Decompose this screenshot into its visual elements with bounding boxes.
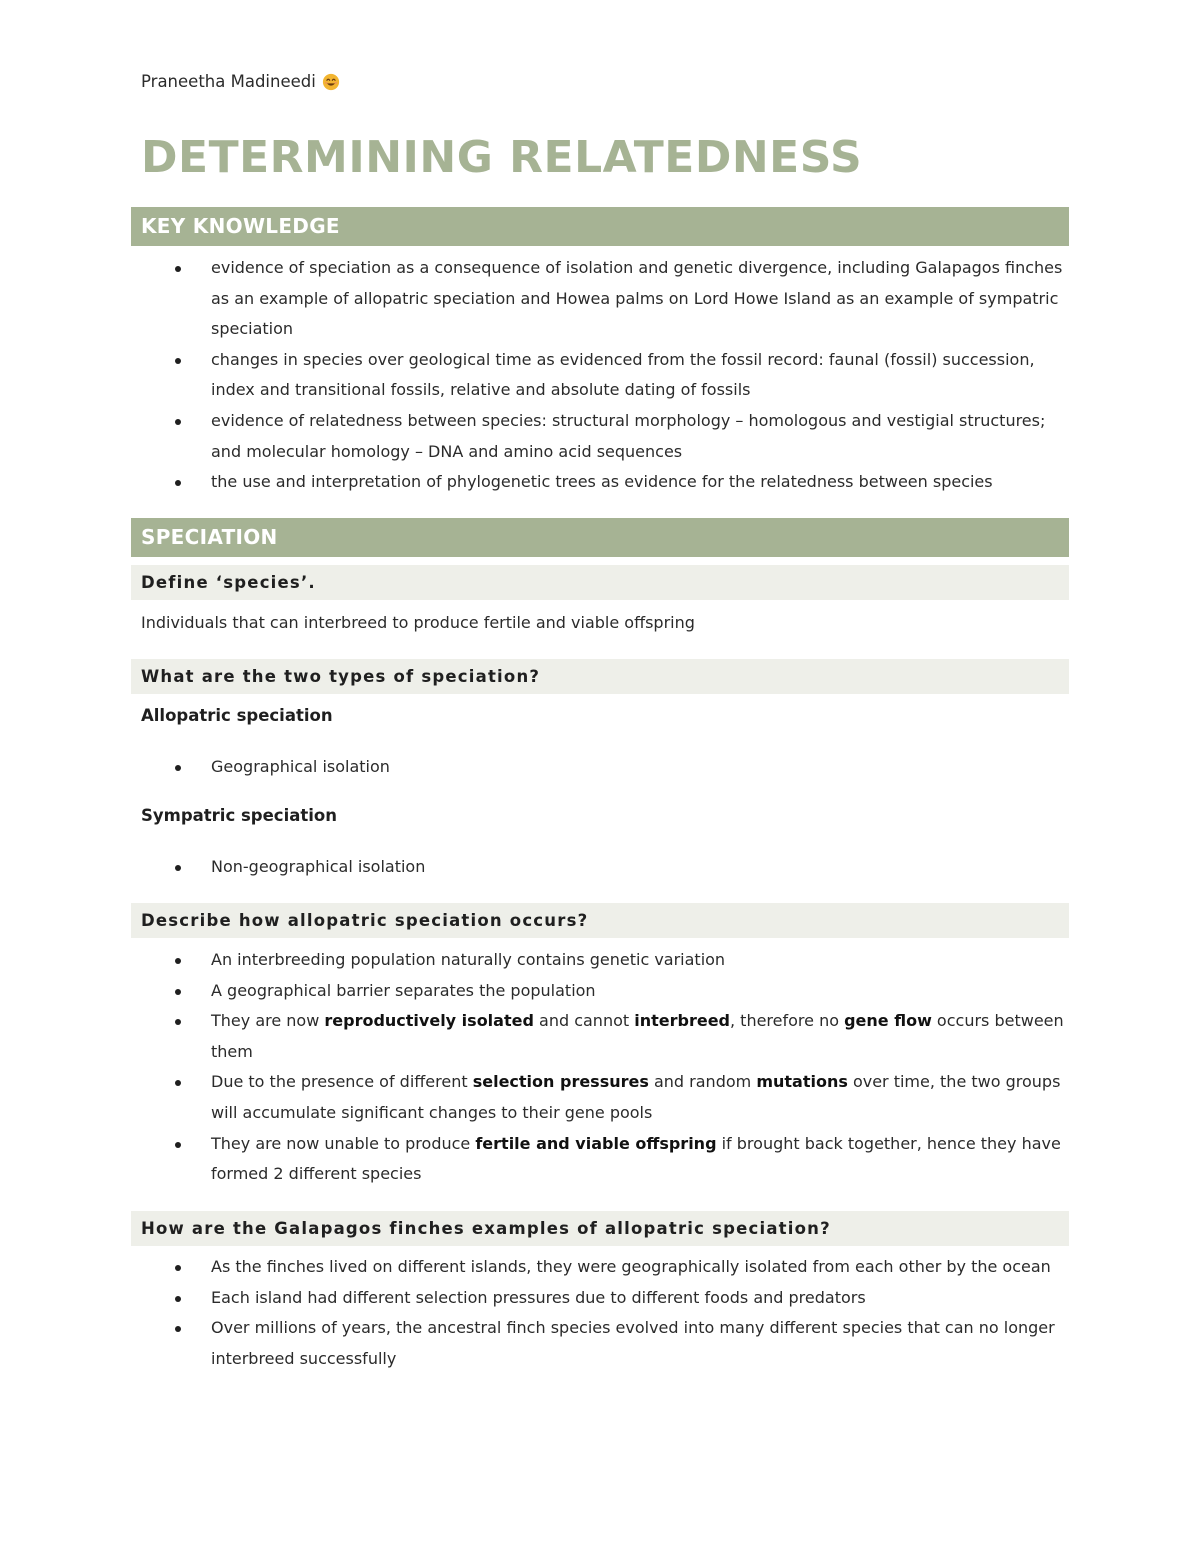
text-segment: if brought back together, hence they have formed 2 different species <box>211 1133 1061 1184</box>
bullet-icon <box>175 1019 181 1025</box>
list-item: evidence of speciation as a consequence of isolation and genetic divergence, including Galapagos finches as an example of allopatric speciation and Howea palms on Lord Howe Island as an example of sympatric speciation <box>141 253 1066 345</box>
list-item: the use and interpretation of phylogenetic trees as evidence for the relatedness between species <box>141 467 1066 498</box>
text-segment: They are now <box>211 1011 325 1031</box>
list-item <box>141 1129 1066 1190</box>
list-item: Each island had different selection pressures due to different foods and predators <box>141 1283 1066 1314</box>
bullet-icon <box>175 958 181 964</box>
text-segment: , therefore no <box>730 1011 845 1031</box>
list-item <box>141 1067 1066 1128</box>
bold-term: fertile and viable offspring <box>475 1133 717 1153</box>
bullet-icon <box>175 865 181 871</box>
question-define-species: Define ‘species’. <box>131 565 1069 600</box>
bullet-icon <box>175 419 181 425</box>
bullet-icon <box>175 1326 181 1332</box>
bold-term: gene flow <box>844 1011 932 1031</box>
speciation-heading: SPECIATION <box>131 518 1069 557</box>
smiling-face-icon <box>322 73 340 91</box>
question-galapagos-finches: How are the Galapagos finches examples of allopatric speciation? <box>131 1211 1069 1246</box>
bullet-icon <box>175 266 181 272</box>
list-item <box>141 1006 1066 1067</box>
text-segment: They are now unable to produce <box>211 1133 476 1153</box>
key-knowledge-heading: KEY KNOWLEDGE <box>131 207 1069 246</box>
list-item: changes in species over geological time as evidenced from the fossil record: faunal (fossil) succession, index and transitional fossils, relative and absolute dating of fossils <box>141 345 1066 406</box>
bold-term: mutations <box>756 1072 848 1092</box>
bullet-icon <box>175 480 181 486</box>
list-item <box>141 945 1066 976</box>
author-line <box>141 72 340 91</box>
key-knowledge-list <box>141 253 1066 498</box>
list-item: As the finches lived on different islands, they were geographically isolated from each other by the ocean <box>141 1252 1066 1283</box>
allopatric-list <box>141 752 1066 783</box>
bullet-icon <box>175 1142 181 1148</box>
author-name: Praneetha Madineedi <box>141 72 316 91</box>
bullet-icon <box>175 1080 181 1086</box>
galapagos-list <box>141 1252 1066 1374</box>
text-segment: A geographical barrier separates the population <box>211 980 596 1000</box>
list-item: Over millions of years, the ancestral finch species evolved into many different species that can no longer interbreed successfully <box>141 1313 1066 1374</box>
list-item <box>141 976 1066 1007</box>
allopatric-steps-list <box>141 945 1066 1190</box>
bullet-icon <box>175 1296 181 1302</box>
bullet-icon <box>175 765 181 771</box>
text-segment: An interbreeding population naturally contains genetic variation <box>211 950 726 969</box>
list-item: Non-geographical isolation <box>141 852 1066 883</box>
bold-term: reproductively isolated <box>324 1011 534 1031</box>
text-segment: and cannot <box>533 1011 635 1031</box>
text-segment: Due to the presence of different <box>211 1072 473 1092</box>
subheading-sympatric: Sympatric speciation <box>141 806 338 825</box>
question-types-of-speciation: What are the two types of speciation? <box>131 659 1069 694</box>
question-allopatric-process: Describe how allopatric speciation occurs? <box>131 903 1069 938</box>
text-segment: and random <box>648 1072 757 1092</box>
list-item: Geographical isolation <box>141 752 1066 783</box>
bullet-icon <box>175 358 181 364</box>
text-segment: over time, the two groups will accumulate significant changes to their gene pools <box>211 1072 1061 1122</box>
bullet-icon <box>175 1265 181 1271</box>
bullet-icon <box>175 989 181 995</box>
list-item: evidence of relatedness between species: structural morphology – homologous and vestigial structures; and molecular homology – DNA and amino acid sequences <box>141 406 1066 467</box>
page-title: DETERMINING RELATEDNESS <box>141 132 863 183</box>
subheading-allopatric: Allopatric speciation <box>141 706 333 725</box>
bold-term: selection pressures <box>472 1072 649 1092</box>
answer-define-species: Individuals that can interbreed to produce fertile and viable offspring <box>141 613 695 632</box>
sympatric-list <box>141 852 1066 883</box>
text-segment: occurs between them <box>211 1011 1064 1061</box>
bold-term: interbreed <box>634 1011 730 1031</box>
